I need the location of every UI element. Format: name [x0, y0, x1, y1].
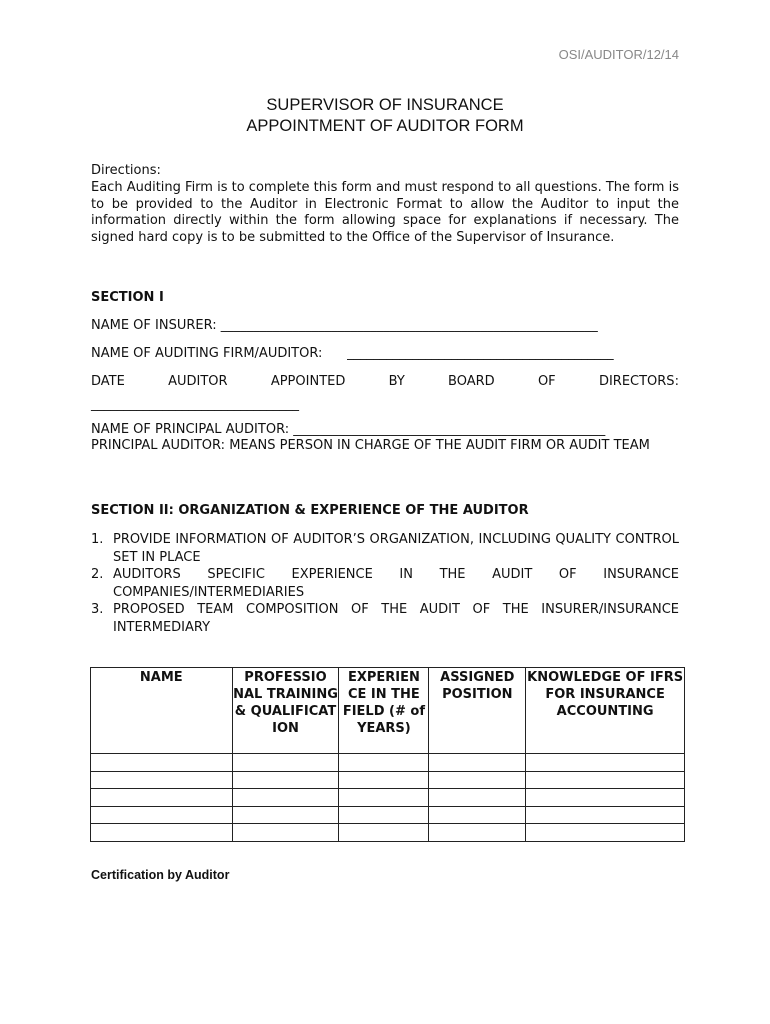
- col-header-training: PROFESSIO NAL TRAINING & QUALIFICAT ION: [232, 668, 339, 754]
- list-item: [91, 601, 679, 636]
- table-cell[interactable]: [232, 754, 339, 772]
- table-cell[interactable]: [429, 771, 526, 789]
- table-cell[interactable]: [339, 771, 429, 789]
- date-word: AUDITOR: [168, 374, 228, 389]
- date-word: APPOINTED: [270, 374, 346, 389]
- list-item-number: 3.: [91, 602, 104, 617]
- table-cell[interactable]: [232, 789, 339, 807]
- col-header-name: NAME: [91, 668, 233, 754]
- date-word: DIRECTORS:: [598, 374, 679, 389]
- table-cell[interactable]: [339, 824, 429, 842]
- table-cell[interactable]: [339, 754, 429, 772]
- date-appointed-label: [91, 374, 679, 389]
- table-cell[interactable]: [91, 824, 233, 842]
- date-word: OF: [537, 374, 556, 389]
- date-word: BOARD: [448, 374, 495, 389]
- form-code: OSI/AUDITOR/12/14: [558, 47, 679, 62]
- date-word: BY: [388, 374, 405, 389]
- table-cell[interactable]: [91, 789, 233, 807]
- certification-heading: Certification by Auditor: [91, 868, 230, 882]
- table-cell[interactable]: [91, 806, 233, 824]
- table-cell[interactable]: [339, 789, 429, 807]
- table-row: [91, 824, 685, 842]
- list-item-text: AUDITORS SPECIFIC EXPERIENCE IN THE AUDIT OF INSURANCE COMPANIES/INTERMEDIARIES: [113, 567, 679, 600]
- section1-heading: SECTION I: [91, 290, 164, 305]
- col-header-position: ASSIGNED POSITION: [429, 668, 526, 754]
- table-cell[interactable]: [232, 806, 339, 824]
- col-header-experience: EXPERIEN CE IN THE FIELD (# of YEARS): [339, 668, 429, 754]
- table-cell[interactable]: [526, 771, 685, 789]
- table-cell[interactable]: [429, 789, 526, 807]
- team-composition-table: [90, 667, 685, 842]
- principal-auditor-field[interactable]: NAME OF PRINCIPAL AUDITOR: ________________________________________________: [91, 422, 606, 437]
- table-cell[interactable]: [429, 754, 526, 772]
- table-row: [91, 754, 685, 772]
- list-item: [91, 566, 679, 601]
- directions-label: Directions:: [91, 163, 161, 178]
- list-item-text: PROPOSED TEAM COMPOSITION OF THE AUDIT OF THE INSURER/INSURANCE INTERMEDIARY: [113, 602, 679, 635]
- requirements-list: [91, 531, 679, 636]
- table-cell[interactable]: [91, 771, 233, 789]
- table-row: [91, 789, 685, 807]
- auditing-firm-label: NAME OF AUDITING FIRM/AUDITOR:: [91, 346, 323, 361]
- table-cell[interactable]: [526, 754, 685, 772]
- col-header-ifrs-knowledge: KNOWLEDGE OF IFRS FOR INSURANCE ACCOUNTING: [526, 668, 685, 754]
- insurer-name-field[interactable]: NAME OF INSURER: __________________________________________________________: [91, 318, 598, 333]
- directions-text: Each Auditing Firm is to complete this form and must respond to all questions. The form is to be provided to the Auditor in Electronic Format to allow the Auditor to input the information directly within the form allowing space for explanations if necessary. The signed hard copy is to be submitted to the Office of the Supervisor of Insurance.: [91, 180, 679, 246]
- table-cell[interactable]: [232, 824, 339, 842]
- table-cell[interactable]: [91, 754, 233, 772]
- list-item-number: 1.: [91, 532, 104, 547]
- table-cell[interactable]: [526, 824, 685, 842]
- table-row: [91, 771, 685, 789]
- table-cell[interactable]: [232, 771, 339, 789]
- list-item-number: 2.: [91, 567, 104, 582]
- date-appointed-field[interactable]: ________________________________: [91, 397, 299, 412]
- date-word: DATE: [91, 374, 125, 389]
- auditing-firm-field[interactable]: [91, 346, 614, 361]
- table-header-row: [91, 668, 685, 754]
- table-cell[interactable]: [339, 806, 429, 824]
- form-title-line1: SUPERVISOR OF INSURANCE: [266, 96, 504, 114]
- form-title-line2: APPOINTMENT OF AUDITOR FORM: [246, 117, 524, 135]
- auditing-firm-blank[interactable]: _________________________________________: [347, 346, 614, 361]
- table-cell[interactable]: [429, 824, 526, 842]
- table-cell[interactable]: [526, 789, 685, 807]
- list-item: [91, 531, 679, 566]
- table-row: [91, 806, 685, 824]
- section2-heading: SECTION II: ORGANIZATION & EXPERIENCE OF THE AUDITOR: [91, 503, 529, 518]
- principal-auditor-definition: PRINCIPAL AUDITOR: MEANS PERSON IN CHARGE OF THE AUDIT FIRM OR AUDIT TEAM: [91, 438, 650, 453]
- table-cell[interactable]: [429, 806, 526, 824]
- list-item-text: PROVIDE INFORMATION OF AUDITOR’S ORGANIZATION, INCLUDING QUALITY CONTROL SET IN PLACE: [113, 532, 679, 565]
- table-cell[interactable]: [526, 806, 685, 824]
